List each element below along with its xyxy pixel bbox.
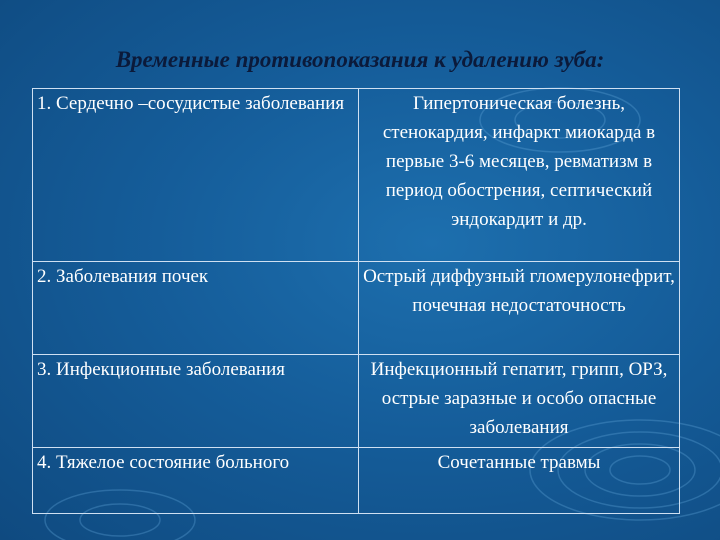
contraindications-table (32, 88, 680, 514)
slide-title: Временные противопоказания к удалению зуба: (115, 47, 605, 72)
examples-cell: Инфекционный гепатит, грипп, ОРЗ, острые заразные и особо опасные заболевания (359, 355, 680, 448)
condition-cell: 2. Заболевания почек (33, 262, 359, 355)
condition-cell: 1. Сердечно –сосудистые заболевания (33, 89, 359, 262)
table-row (33, 89, 680, 262)
table-row (33, 355, 680, 448)
table-row (33, 448, 680, 514)
examples-cell: Сочетанные травмы (359, 448, 680, 514)
condition-cell: 3. Инфекционные заболевания (33, 355, 359, 448)
examples-cell: Гипертоническая болезнь, стенокардия, инфаркт миокарда в первые 3-6 месяцев, ревматизм в период обострения, септический эндокардит и др. (359, 89, 680, 262)
examples-cell: Острый диффузный гломерулонефрит, почечная недостаточность (359, 262, 680, 355)
condition-cell: 4. Тяжелое состояние больного (33, 448, 359, 514)
table-row (33, 262, 680, 355)
